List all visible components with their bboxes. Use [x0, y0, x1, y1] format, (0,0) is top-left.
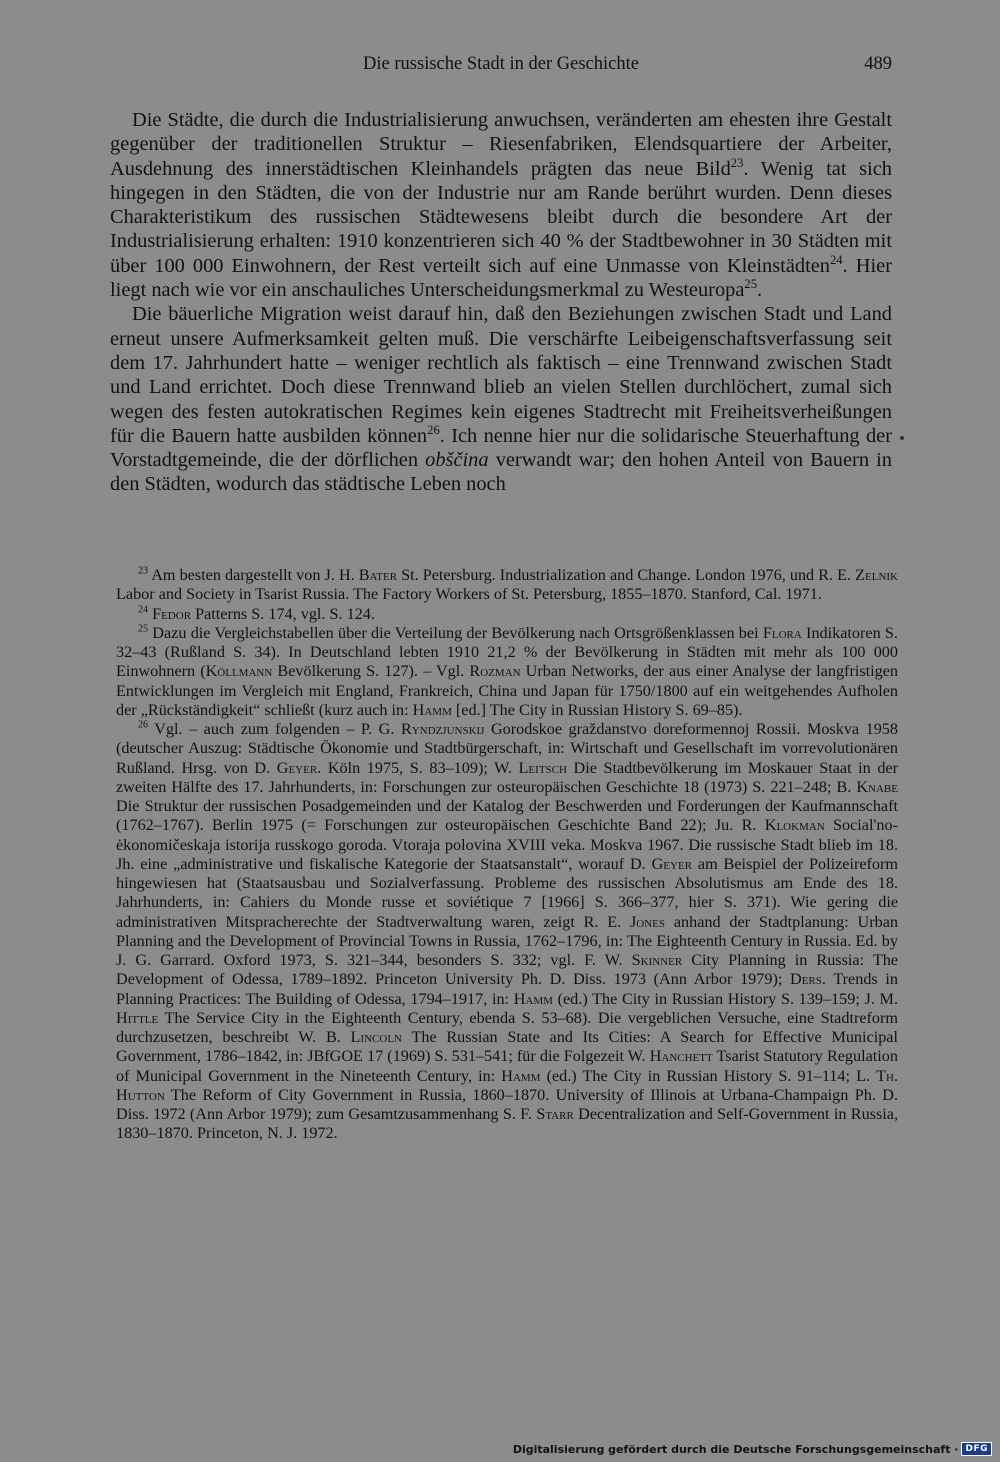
- author-name: Bater: [358, 566, 398, 584]
- paragraph-1: [110, 108, 892, 302]
- author-name: Geyer: [276, 758, 318, 777]
- author-name: Th. Hutton: [116, 1066, 898, 1104]
- text-run: [ed.] The City in Russian History S. 69–85).: [451, 700, 743, 719]
- text-run: Decentralization and Self-Government in Russia, 1830–1870. Princeton, N. J. 1972.: [116, 1105, 898, 1143]
- text-run: am Beispiel der Polizeireform hingewiesen hat (Staatsausbau und Sozialverfassung. Probleme des russischen Absolutismus am Ende des 18. Jahrhunderts, in: Cahiers du Monde russe et soviétique 7 [1966] S. 366–377, hier S. 371). Wie gering die administrativen Mitspracherechte der Stadtverwaltung waren, zeigt R. E.: [116, 854, 899, 931]
- text-run: Bevölkerung S. 127). – Vgl.: [272, 662, 470, 681]
- text-run: . Ich nenne hier nur die solidarische Steuerhaftung der Vorstadtgemeinde, die der dörflichen: [110, 424, 893, 472]
- footnote-24: [116, 605, 898, 624]
- text-run: Am besten dargestellt von J. H.: [151, 566, 359, 584]
- author-name: Leitsch: [518, 758, 567, 777]
- text-run: . Hier liegt nach wie vor ein anschauliches Unterscheidungsmerkmal zu Westeuropa: [110, 254, 892, 302]
- footnote-26: [116, 720, 898, 1144]
- text-run: Die Stadtbevölkerung im Moskauer Staat in der zweiten Hälfte des 17. Jahrhunderts, in: Forschungen zur osteuropäischen Geschichte 18 (1973) S. 221–248; B.: [116, 758, 898, 796]
- text-run: Trends in Planning Practices: The Building of Odessa, 1794–1917, in:: [116, 970, 898, 1008]
- author-name: Ryndzjunskij: [400, 720, 485, 738]
- text-run: Patterns S. 174, vgl. S. 124.: [191, 604, 375, 623]
- author-name: Köllmann: [205, 662, 273, 681]
- footnote-number: 26: [138, 719, 149, 731]
- paragraph-2: [110, 302, 892, 496]
- text-run: Vgl. – auch zum folgenden – P. G.: [154, 720, 401, 738]
- author-name: Knabe: [856, 777, 898, 796]
- author-name: Hamm: [412, 700, 452, 719]
- text-run: Gorodskoe graždanstvo doreformennoj Rossii. Moskva 1958 (deutscher Auszug: Städtische Ökonomie und Stadtbürgerschaft, in: Wirtschaft und Gesellschaft im vorrevolutionären Rußland. Hrsg. von D.: [116, 720, 898, 777]
- author-name: Fedor: [152, 604, 192, 623]
- footnote-ref: 23: [730, 155, 744, 170]
- italic-term: obščina: [425, 449, 489, 472]
- text-run: St. Petersburg. Industrialization and Change. London 1976, und R. E.: [397, 566, 856, 584]
- author-name: Jones: [630, 912, 666, 931]
- text-run: Urban Networks, der aus einer Analyse der langfristigen Entwicklungen im Vergleich mit England, Frankreich, China und Japan für 1750/1800 auf ein weitgehendes Aufholen der „Rückständigkeit“ schließt (kurz auch in:: [116, 662, 898, 719]
- text-run: The Service City in the Eighteenth Century, ebenda S. 53–68). Die vergeblichen Versuche, eine Stadtreform durchzusetzen, beschreibt W. B.: [116, 1008, 898, 1046]
- text-run: Tsarist Statutory Regulation of Municipal Government in the Nineteenth Century, in:: [116, 1047, 898, 1085]
- footnote-23: [116, 566, 898, 605]
- author-name: Hamm: [501, 1066, 541, 1085]
- text-run: The Russian State and Its Cities: A Search for Effective Municipal Government, 1786–1842, in: JBfGOE 17 (1969) S. 531–541; für die Folgezeit W.: [116, 1028, 898, 1066]
- text-run: Die Struktur der russischen Posadgemeinden und der Katalog der Beschwerden und Forderungen der Kaufmannschaft (1762–1767). Berlin 1975 (= Forschungen zur osteuropäischen Geschichte Band 22); Ju. R.: [116, 797, 898, 835]
- text-run: The Reform of City Government in Russia, 1860–1870. University of Illinois at Urbana-Champaign Ph. D. Diss. 1972 (Ann Arbor 1979); zum Gesamtzusammenhang S. F.: [116, 1085, 898, 1123]
- author-name: Rozman: [469, 662, 521, 681]
- author-name: Hittle: [116, 1008, 159, 1027]
- running-title: Die russische Stadt in der Geschichte: [363, 54, 639, 74]
- text-run: Indikatoren S. 32–43 (Rußland S. 34). In Deutschland lebten 1910 21,2 % der Bevölkerung in Städten mit mehr als 100 000 Einwohnern (: [116, 623, 898, 681]
- text-run: Social'no-ėkonomičeskaja istorija russkogo goroda. Vtoraja polovina XVIII veka. Moskva 1967. Die russische Stadt blieb im 18. Jh. eine „administrative und fiskalische Kategorie der Staatsanstalt“, worauf D.: [116, 816, 898, 873]
- footnote-number: 23: [138, 565, 149, 577]
- text-run: (ed.) The City in Russian History S. 91–114; L.: [540, 1066, 877, 1085]
- author-name: Lincoln: [350, 1028, 402, 1046]
- author-name: Skinner: [631, 951, 683, 969]
- footnote-number: 25: [138, 623, 149, 635]
- text-run: Labor and Society in Tsarist Russia. The Factory Workers of St. Petersburg, 1855–1870. Stanford, Cal. 1971.: [116, 585, 822, 604]
- text-run: City Planning in Russia: The Development of Odessa, 1789–1892. Princeton University Ph. D. Diss. 1973 (Ann Arbor 1979);: [116, 951, 898, 989]
- text-run: Die bäuerliche Migration weist darauf hin, daß den Beziehungen zwischen Stadt und Land erneut unsere Aufmerksamkeit gelten muß. Die verschärfte Leibeigenschaftsverfassung seit dem 17. Jahrhundert hatte – weniger rechtlich als faktisch – eine Trennwand zwischen Stadt und Land errichtet. Doch diese Trennwand blieb an vielen Stellen durchlöchert, zumal sich wegen des festen autokratischen Regimes kein eigenes Stadtrecht mit Freiheitsverheißungen für die Bauern hatte ausbilden können: [110, 303, 892, 447]
- author-name: Starr: [536, 1105, 574, 1123]
- main-text: [110, 108, 892, 497]
- footnote-ref: 25: [744, 277, 758, 292]
- footnotes: [116, 566, 898, 1144]
- author-name: Hamm: [513, 989, 553, 1008]
- text-run: . Wenig tat sich hingegen in den Städten, die von der Industrie nur am Rande berührt wurden. Denn dieses Charakteristikum des russischen Städtewesens bleibt durch die besondere Art der Industrialisierung erhalten: 1910 konzentrieren sich 40 % der Stadtbewohner in 30 Städten mit über 100 000 Einwohnern, der Rest verteilt sich auf eine Unmasse von Kleinstädten: [110, 157, 892, 277]
- footnote-ref: 26: [427, 423, 440, 438]
- text-run: Dazu die Vergleichstabellen über die Verteilung der Bevölkerung nach Ortsgrößenklassen bei: [152, 623, 763, 642]
- author-name: Zelnik: [855, 566, 899, 584]
- running-header: [110, 54, 892, 84]
- author-name: Geyer: [651, 854, 693, 873]
- text-run: verwandt war; den hohen Anteil von Bauern in den Städten, wodurch das städtische Leben noch: [110, 449, 892, 496]
- dfg-logo-icon: DFG: [961, 1442, 992, 1456]
- author-name: Hanchett: [649, 1047, 713, 1066]
- text-run: anhand der Stadtplanung: Urban Planning and the Development of Provincial Towns in Russia, 1762–1796, in: The Eighteenth Century in Russia. Ed. by J. G. Garrard. Oxford 1973, S. 321–344, besonders S. 332; vgl. F. W.: [116, 912, 898, 969]
- text-run: .: [757, 279, 763, 302]
- credit-text: Digitalisierung gefördert durch die Deutsche Forschungsgemeinschaft ·: [512, 1442, 959, 1456]
- text-run: . Köln 1975, S. 83–109); W.: [317, 758, 519, 777]
- page-number: 489: [864, 54, 892, 74]
- author-name: Ders.: [790, 970, 826, 989]
- scan-artifact: [900, 436, 904, 440]
- author-name: Klokman: [764, 816, 825, 835]
- footnote-number: 24: [138, 604, 149, 616]
- text-run: Die Städte, die durch die Industrialisierung anwuchsen, veränderten am ehesten ihre Gestalt gegenüber der traditionellen Struktur – Riesenfabriken, Elendsquartiere der Arbeiter, Ausdehnung des innerstädtischen Kleinhandels prägten das neue Bild: [110, 109, 892, 180]
- digitization-credit: [513, 1442, 992, 1456]
- text-run: (ed.) The City in Russian History S. 139–159; J. M.: [552, 989, 898, 1008]
- footnote-25: [116, 624, 898, 720]
- author-name: Flora: [762, 623, 802, 642]
- footnote-ref: 24: [829, 252, 843, 267]
